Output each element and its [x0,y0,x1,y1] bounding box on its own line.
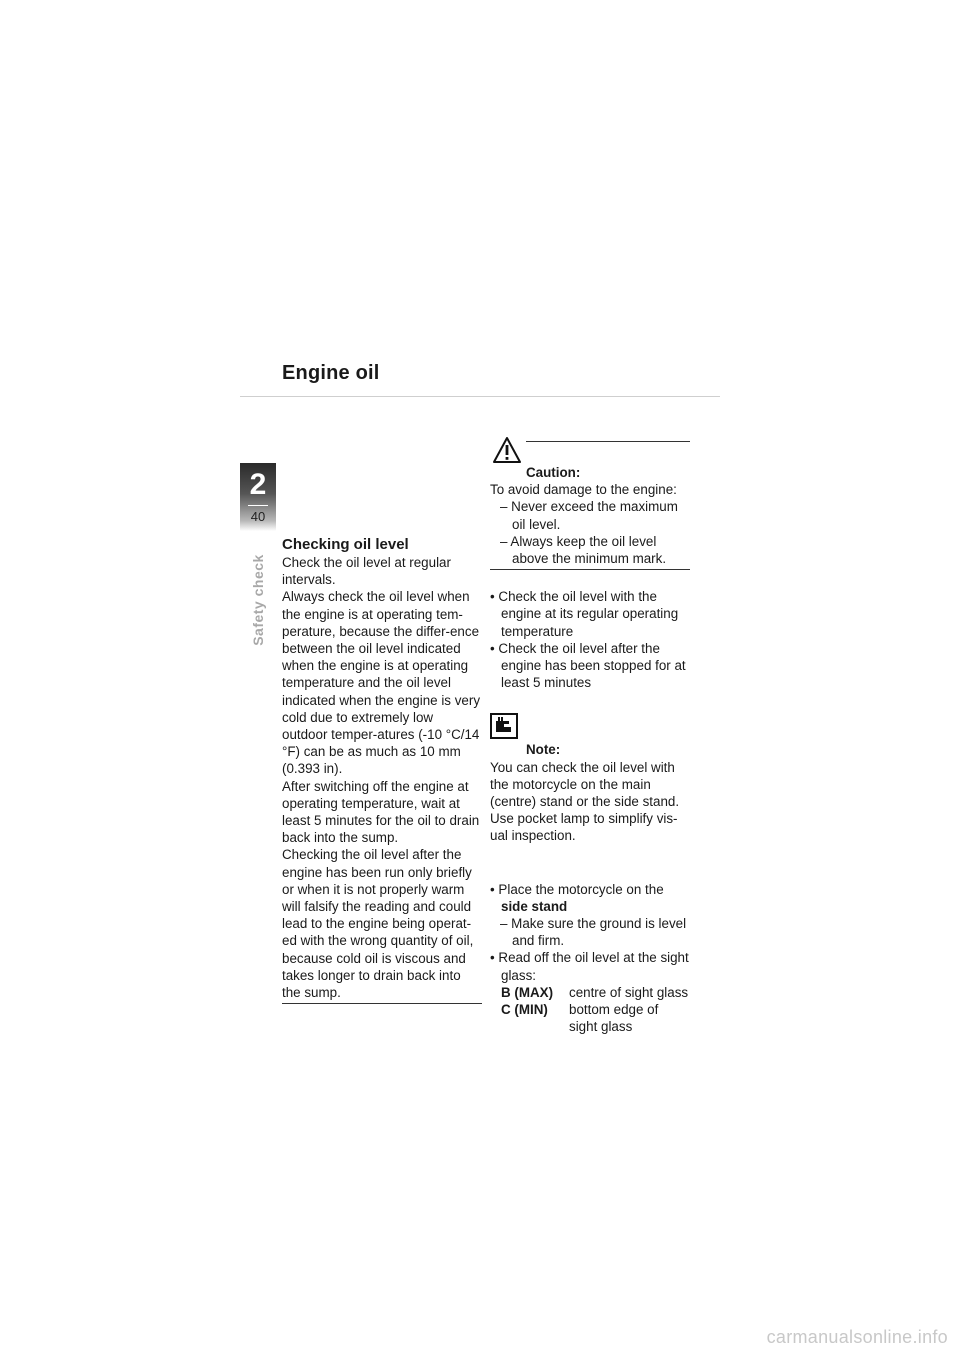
section-end-rule [282,1003,482,1004]
spec-key: B (MAX) [501,984,554,1000]
check-item: • Check the oil level with the engine at its regular operating temperature [490,589,679,639]
caution-item: – Never exceed the maximum oil level. [500,499,678,532]
side-section-label: Safety check [250,554,266,646]
caution-header [490,436,690,464]
check-item: • Check the oil level after the engine has been stopped for at least 5 minutes [490,640,686,691]
page-number: 40 [250,509,266,524]
step-emphasis: side stand [501,898,568,914]
spec-key: C (MIN) [501,1002,548,1018]
step-text: • Place the motorcycle on the [490,881,664,897]
spec-value: centre of sight glass [569,984,689,1000]
title-divider [240,396,720,397]
note-text: You can check the oil level with the motorcycle on the main (centre) stand or the side stand. Use pocket lamp to simplify vis-ual inspection. [490,759,680,844]
spec-row [490,984,690,1001]
paragraph: Check the oil level at regular intervals. [282,555,451,588]
page-title: Engine oil [282,362,380,384]
right-column [490,436,690,1035]
warning-triangle-icon [492,436,522,464]
chapter-separator [248,505,268,506]
caution-intro: To avoid damage to the engine: [490,482,677,498]
note-header [490,713,690,741]
caution-label: Caution: [526,465,581,480]
chapter-tab [240,463,276,531]
spec-row [490,1001,690,1035]
watermark: carmanualsonline.info [766,1327,948,1347]
paragraph: Always check the oil level when the engine is at operating tem-perature, because the differ-ence between the oil level indicated when the engine is at operating temperature and the oil level indicated when the engine is very cold due to extremely low outdoor temper-atures (-10 °C/14 °F) can be as much as 10 mm (0.393 in). [282,589,481,777]
caution-top-rule [526,441,690,442]
note-hand-icon [490,713,518,739]
spec-value: bottom edge of sight glass [569,1002,659,1035]
step-subitem: – Make sure the ground is level and firm. [500,916,687,949]
section-heading: Checking oil level [282,536,409,553]
caution-item: – Always keep the oil level above the minimum mark. [500,533,667,567]
chapter-number: 2 [249,468,267,501]
paragraph: After switching off the engine at operating temperature, wait at least 5 minutes for the oil to drain back into the sump. [282,778,480,846]
step-item [490,881,690,915]
step-item: • Read off the oil level at the sight glass: [490,950,689,983]
paragraph: Checking the oil level after the engine has been run only briefly or when it is not properly warm will falsify the reading and could lead to the engine being operat-ed with the wrong quantity of oil, because cold oil is viscous and takes longer to drain back into the sump. [282,847,474,1001]
note-label: Note: [526,742,561,758]
left-column [282,536,482,1004]
